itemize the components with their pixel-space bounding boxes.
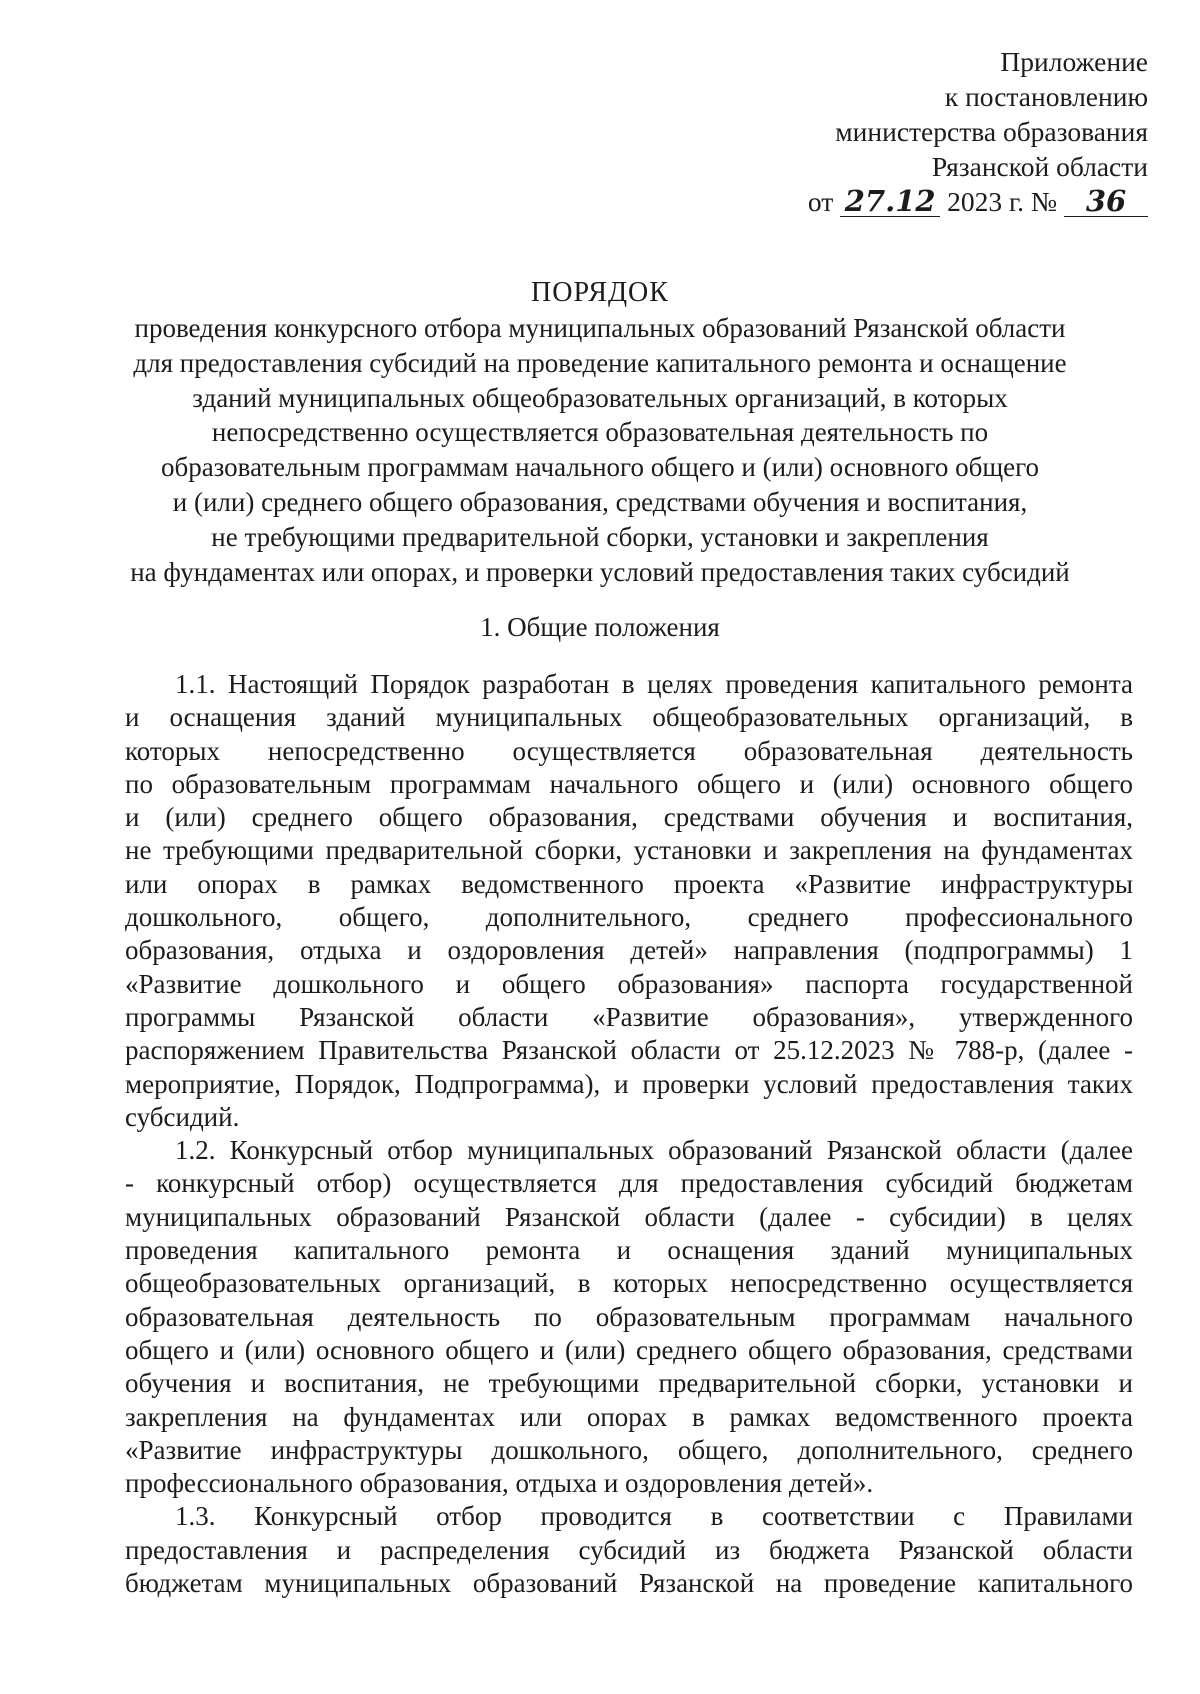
- paragraph-line: 1.1. Настоящий Порядок разработан в целях проведения капитального ремонта: [175, 669, 1133, 699]
- paragraph-line: общеобразовательных организаций, в которых непосредственно осуществляется: [125, 1268, 1133, 1299]
- paragraph-line: - конкурсный отбор) осуществляется для предоставления субсидий бюджетам: [125, 1168, 1133, 1199]
- date-prefix: от: [807, 186, 834, 217]
- paragraph-line: и оснащения зданий муниципальных общеобразовательных организаций, в: [125, 702, 1133, 733]
- paragraph-line: образовательная деятельность по образовательным программам начального: [125, 1301, 1133, 1332]
- paragraph-line: или опорах в рамках ведомственного проекта «Развитие инфраструктуры: [125, 868, 1133, 899]
- paragraph-line: профессионального образования, отдыха и оздоровления детей».: [125, 1468, 874, 1499]
- subtitle-line: проведения конкурсного отбора муниципальных образований Рязанской области: [134, 313, 1066, 343]
- subtitle-line: на фундаментах или опорах, и проверки условий предоставления таких субсидий: [130, 556, 1070, 587]
- paragraph-line: общего и (или) основного общего и (или) среднего общего образования, средствами: [125, 1334, 1133, 1365]
- paragraph-line: «Развитие инфраструктуры дошкольного, общего, дополнительного, среднего: [125, 1434, 1133, 1465]
- handwritten-date: 27.12: [840, 186, 940, 217]
- paragraph-line: по образовательным программам начального общего и (или) основного общего: [125, 768, 1133, 799]
- paragraph-line: образования, отдыха и оздоровления детей» направления (подпрограммы) 1: [125, 935, 1133, 966]
- paragraph-1-1: [125, 668, 1133, 1134]
- header-line-2: к постановлению: [944, 81, 1148, 112]
- paragraph-line: распоряжением Правительства Рязанской области от 25.12.2023 № 788-р, (далее -: [125, 1035, 1133, 1066]
- paragraph-line: 1.3. Конкурсный отбор проводится в соответствии с Правилами: [175, 1501, 1133, 1532]
- subtitle-line: не требующими предварительной сборки, установки и закрепления: [211, 521, 989, 552]
- paragraph-1-3: [125, 1500, 1133, 1600]
- paragraph-line: программы Рязанской области «Развитие образования», утвержденного: [125, 1001, 1133, 1032]
- section-heading: 1. Общие положения: [480, 612, 720, 642]
- header-line-3: министерства образования: [835, 116, 1148, 147]
- header-line-1: Приложение: [1000, 46, 1148, 77]
- handwritten-number: 36: [1064, 186, 1148, 217]
- paragraph-line: предоставления и распределения субсидий из бюджета Рязанской области: [125, 1534, 1133, 1565]
- document-body: [125, 668, 1133, 1600]
- paragraph-line: проведения капитального ремонта и оснащения зданий муниципальных: [125, 1235, 1133, 1266]
- paragraph-line: не требующими предварительной сборки, установки и закрепления на фундаментах: [125, 835, 1133, 866]
- paragraph-1-2: [125, 1134, 1133, 1500]
- subtitle-line: и (или) среднего общего образования, средствами обучения и воспитания,: [172, 486, 1028, 517]
- paragraph-line: «Развитие дошкольного и общего образования» паспорта государственной: [125, 968, 1133, 999]
- paragraph-line: 1.2. Конкурсный отбор муниципальных образований Рязанской области (далее: [175, 1135, 1133, 1166]
- header-date-line: [808, 184, 1148, 219]
- subtitle-line: непосредственно осуществляется образовательная деятельность по: [211, 417, 989, 448]
- subtitle-line: зданий муниципальных общеобразовательных организаций, в которых: [192, 382, 1008, 413]
- year-and-number-label: 2023 г. №: [947, 186, 1058, 217]
- paragraph-line: которых непосредственно осуществляется образовательная деятельность: [125, 735, 1133, 766]
- paragraph-line: закрепления на фундаментах или опорах в рамках ведомственного проекта: [125, 1401, 1133, 1432]
- approval-header: [808, 44, 1148, 219]
- subtitle-line: для предоставления субсидий на проведение капитального ремонта и оснащение: [133, 347, 1067, 378]
- paragraph-line: бюджетам муниципальных образований Рязанской на проведение капитального: [125, 1568, 1133, 1599]
- document-title: ПОРЯДОК: [531, 277, 669, 308]
- subtitle-line: образовательным программам начального общего и (или) основного общего: [160, 452, 1040, 483]
- paragraph-line: и (или) среднего общего образования, средствами обучения и воспитания,: [125, 802, 1133, 833]
- paragraph-line: обучения и воспитания, не требующими предварительной сборки, установки и: [125, 1368, 1133, 1399]
- document-subtitle: [0, 311, 1200, 589]
- header-line-4: Рязанской области: [931, 151, 1148, 182]
- paragraph-line: дошкольного, общего, дополнительного, среднего профессионального: [125, 902, 1133, 933]
- paragraph-line: мероприятие, Порядок, Подпрограмма), и проверки условий предоставления таких: [125, 1068, 1133, 1099]
- paragraph-line: муниципальных образований Рязанской области (далее - субсидии) в целях: [125, 1201, 1133, 1232]
- paragraph-line: субсидий.: [125, 1101, 240, 1132]
